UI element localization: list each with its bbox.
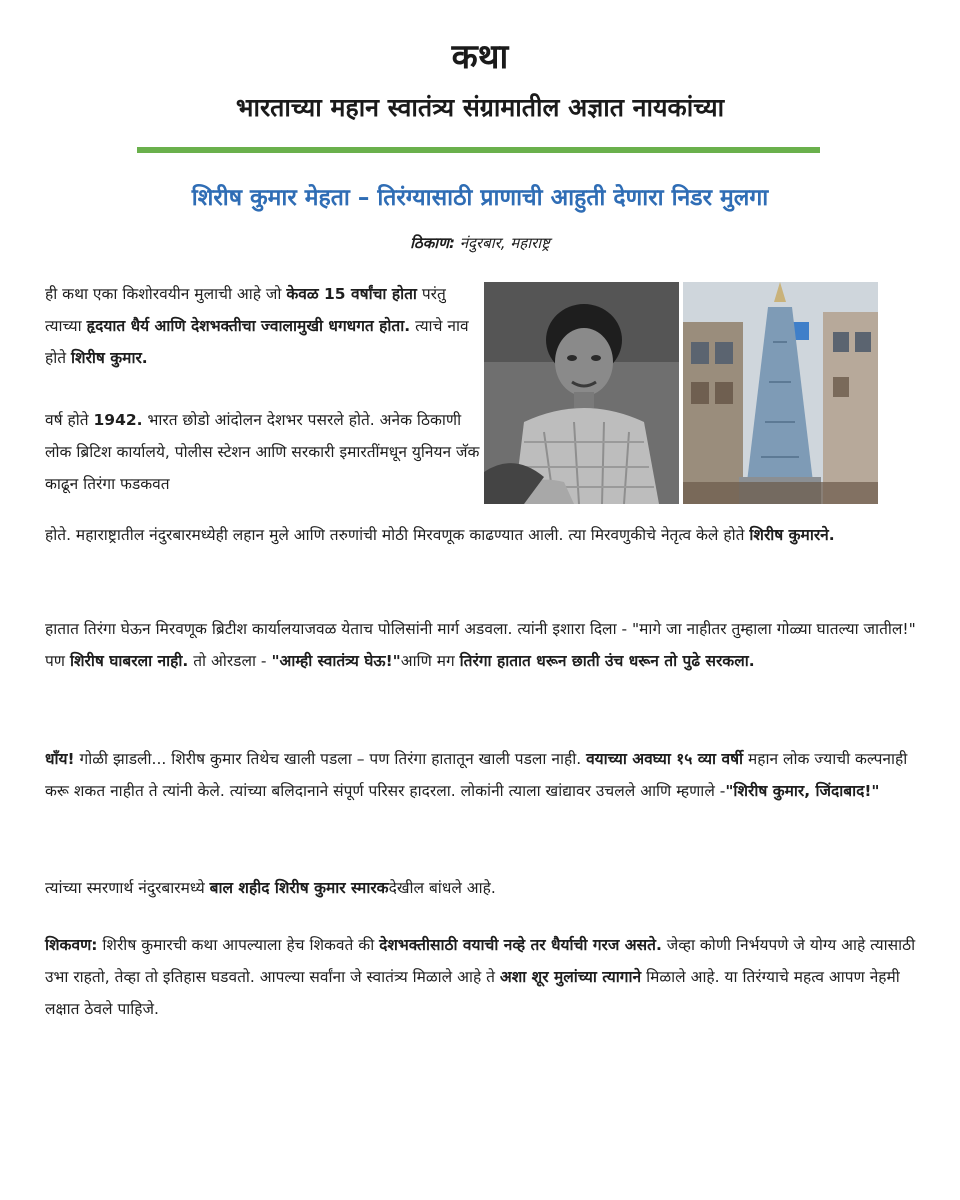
text-run: होते. महाराष्ट्रातील नंदुरबारमध्येही लहान मुले आणि तरुणांची मोठी मिरवणूक काढण्यात आली. त्या मिरवणुकीचे नेतृत्व केले होते	[45, 526, 750, 544]
paragraph-1942-part1	[45, 404, 485, 500]
text-bold: देशभक्तीसाठी वयाची नव्हे तर धैर्याची गरज असते.	[379, 936, 662, 954]
paragraph-lesson	[45, 929, 925, 1025]
paragraph-1942-part2	[45, 519, 925, 551]
text-run: त्यांच्या स्मरणार्थ नंदुरबारमध्ये	[45, 879, 210, 897]
text-bold: "आम्ही स्वातंत्र्य घेऊ!"	[271, 652, 401, 670]
text-run: भारत छोडो आंदोलन देशभर पसरले होते. अनेक ठिकाणी लोक ब्रिटिश कार्यालये, पोलीस स्टेशन आणि सरकारी इमारतींमधून युनियन जॅक काढून तिरंगा फडकवत	[45, 411, 480, 493]
text-bold: "शिरीष कुमार, जिंदाबाद!"	[725, 782, 880, 800]
page-title: कथा	[451, 37, 509, 77]
text-run: हातात तिरंगा घेऊन मिरवणूक ब्रिटीश कार्यालयाजवळ येताच पोलिसांनी मार्ग अडवला. त्यांनी इशारा दिला - "मागे जा नाहीतर तुम्हाला गोळ्या घातल्या जातील!" पण	[45, 620, 916, 670]
text-run: मिळाले आहे. या तिरंग्याचे महत्व आपण नेहमी लक्षात ठेवले पाहिजे.	[45, 968, 900, 1018]
text-bold: केवळ 15 वर्षांचा होता	[286, 285, 417, 303]
text-run: तो ओरडला -	[188, 652, 272, 670]
text-run: महान लोक ज्याची कल्पनाही करू शकत नाहीत ते त्यांनी केले. त्यांच्या बलिदानाने संपूर्ण परिसर हादरला. लोकांनी त्याला खांद्यावर उचलले आणि म्हणाले -	[45, 750, 908, 800]
text-bold: हृदयात धैर्य आणि देशभक्तीचा ज्वालामुखी धगधगत होता.	[86, 317, 411, 335]
text-run: त्याचे नाव होते	[45, 317, 469, 367]
text-run: देखील बांधले आहे.	[388, 879, 496, 897]
place-value: नंदुरबार, महाराष्ट्र	[454, 234, 550, 252]
story-heading: शिरीष कुमार मेहता – तिरंग्यासाठी प्राणाची आहुती देणारा निडर मुलगा	[191, 185, 769, 211]
text-bold: बाल शहीद शिरीष कुमार स्मारक	[209, 879, 389, 897]
text-bold: धाँय!	[45, 750, 75, 768]
place-line	[0, 233, 960, 253]
green-divider	[137, 147, 820, 153]
text-bold: अशा शूर मुलांच्या त्यागाने	[499, 968, 642, 986]
paragraph-intro	[45, 278, 485, 374]
text-run: जेव्हा कोणी निर्भयपणे जे योग्य आहे त्यासाठी उभा राहतो, तेव्हा तो इतिहास घडवतो. आपल्या सर्वांना जे स्वातंत्र्य मिळाले आहे ते	[45, 936, 916, 986]
text-bold: शिरीष घाबरला नाही.	[69, 652, 189, 670]
text-bold: शिकवण:	[45, 936, 98, 954]
paragraph-procession	[45, 613, 925, 677]
paragraph-memorial	[45, 872, 925, 904]
text-run: गोळी झाडली... शिरीष कुमार तिथेच खाली पडला – पण तिरंगा हातातून खाली पडला नाही.	[74, 750, 587, 768]
text-bold: शिरीष कुमार.	[71, 349, 148, 367]
place-label: ठिकाण:	[410, 234, 455, 252]
portrait-photo	[484, 282, 679, 504]
text-run: परंतु त्याच्या	[45, 285, 446, 335]
text-bold: तिरंगा हातात धरून छाती उंच धरून तो पुढे सरकला.	[459, 652, 755, 670]
memorial-photo	[683, 282, 878, 504]
text-run: ही कथा एका किशोरवयीन मुलाची आहे जो	[45, 285, 287, 303]
text-run: शिरीष कुमारची कथा आपल्याला हेच शिकवते की	[97, 936, 380, 954]
text-bold: वयाच्या अवघ्या १५ व्या वर्षी	[586, 750, 744, 768]
text-run: वर्ष होते	[45, 411, 94, 429]
paragraph-gunshot	[45, 743, 925, 807]
text-bold: शिरीष कुमारने.	[749, 526, 835, 544]
text-run: आणि मग	[400, 652, 460, 670]
page-subtitle: भारताच्या महान स्वातंत्र्य संग्रामातील अज्ञात नायकांच्या	[235, 93, 725, 122]
text-bold: 1942.	[93, 411, 143, 429]
